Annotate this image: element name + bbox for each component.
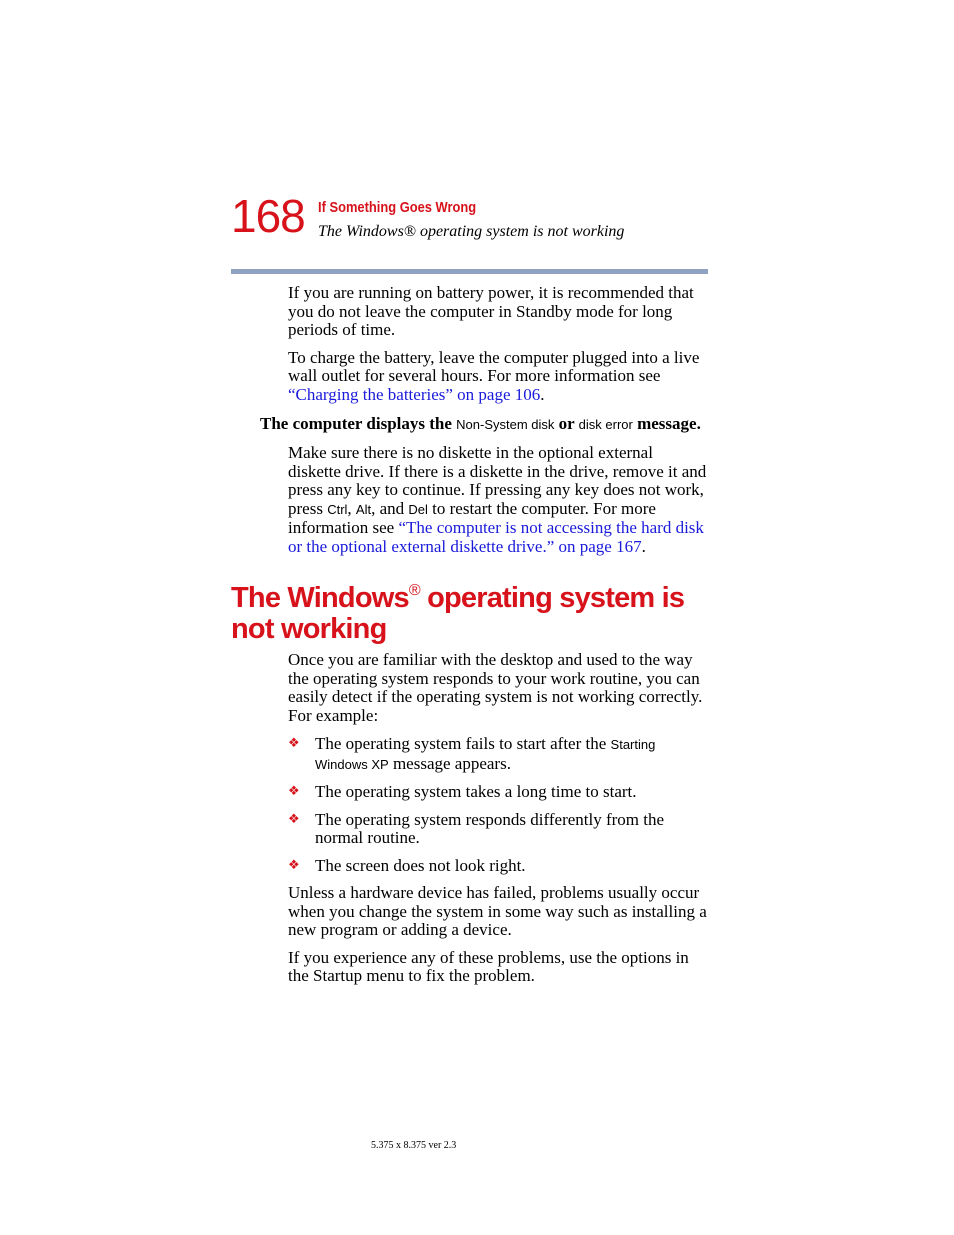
charging-batteries-link[interactable]: “Charging the batteries” on page 106 — [288, 384, 541, 404]
message-disk-error: disk error — [578, 417, 633, 432]
section-heading: The Windows® operating system is not working — [231, 582, 685, 645]
bullet-diamond-icon: ❖ — [288, 784, 300, 800]
message-non-system-disk: Non-System disk — [456, 417, 555, 432]
startup-paragraph: If you experience any of these problems, use the options in the Startup menu to fix the problem. — [288, 947, 689, 986]
list-item: ❖ The operating system responds differently from the normal routine. — [288, 809, 665, 848]
list-item: ❖ The operating system fails to start after the Starting Windows XP message appears. — [288, 734, 656, 773]
battery-paragraph-2: To charge the battery, leave the computer plugged into a live wall outlet for several hours. For more information see “Charging the batteries” on page 106. — [288, 347, 700, 404]
registered-mark: ® — [408, 582, 420, 599]
chapter-title: If Something Goes Wrong — [318, 199, 477, 216]
section-intro: Once you are familiar with the desktop and used to the way the operating system responds to your work routine, you can easily detect if the operating system is not working correctly. For example: — [288, 650, 703, 725]
diskette-paragraph: Make sure there is no diskette in the optional external diskette drive. If there is a diskette in the drive, remove it and press any key to continue. If pressing any key does not work, press Ctrl, Alt, and Del to restart the computer. For more information see “The computer is not accessing the hard disk or the optional external diskette drive.” on page 167. — [288, 443, 707, 556]
header-rule — [231, 269, 708, 274]
diskette-error-heading: The computer displays the Non-System disk or disk error message. — [260, 414, 701, 433]
key-ctrl: Ctrl — [327, 501, 348, 517]
hardware-paragraph: Unless a hardware device has failed, problems usually occur when you change the system in some way such as installing a new program or adding a device. — [288, 883, 707, 940]
page-footer: 5.375 x 8.375 ver 2.3 — [371, 1140, 457, 1151]
bullet-diamond-icon: ❖ — [288, 736, 300, 751]
key-alt: Alt — [355, 501, 372, 517]
battery-block — [288, 284, 710, 405]
battery-paragraph-1: If you are running on battery power, it is recommended that you do not leave the computer in Standby mode for long periods of time. — [288, 283, 694, 340]
list-item: ❖ The operating system takes a long time to start. — [288, 782, 637, 802]
closing-block — [288, 884, 710, 986]
bullet-diamond-icon: ❖ — [288, 857, 300, 873]
key-del: Del — [408, 501, 428, 517]
list-item: ❖ The screen does not look right. — [288, 855, 526, 875]
symptom-list — [288, 735, 710, 885]
hard-disk-link[interactable]: “The computer is not accessing the hard disk or the optional external diskette drive.” on page 167 — [288, 518, 704, 556]
message-starting-windows-xp: Starting Windows XP — [315, 737, 656, 772]
page-number: 168 — [231, 190, 305, 242]
running-section-title: The Windows® operating system is not working — [318, 223, 625, 240]
bullet-diamond-icon: ❖ — [288, 811, 300, 827]
diskette-block — [288, 444, 710, 557]
